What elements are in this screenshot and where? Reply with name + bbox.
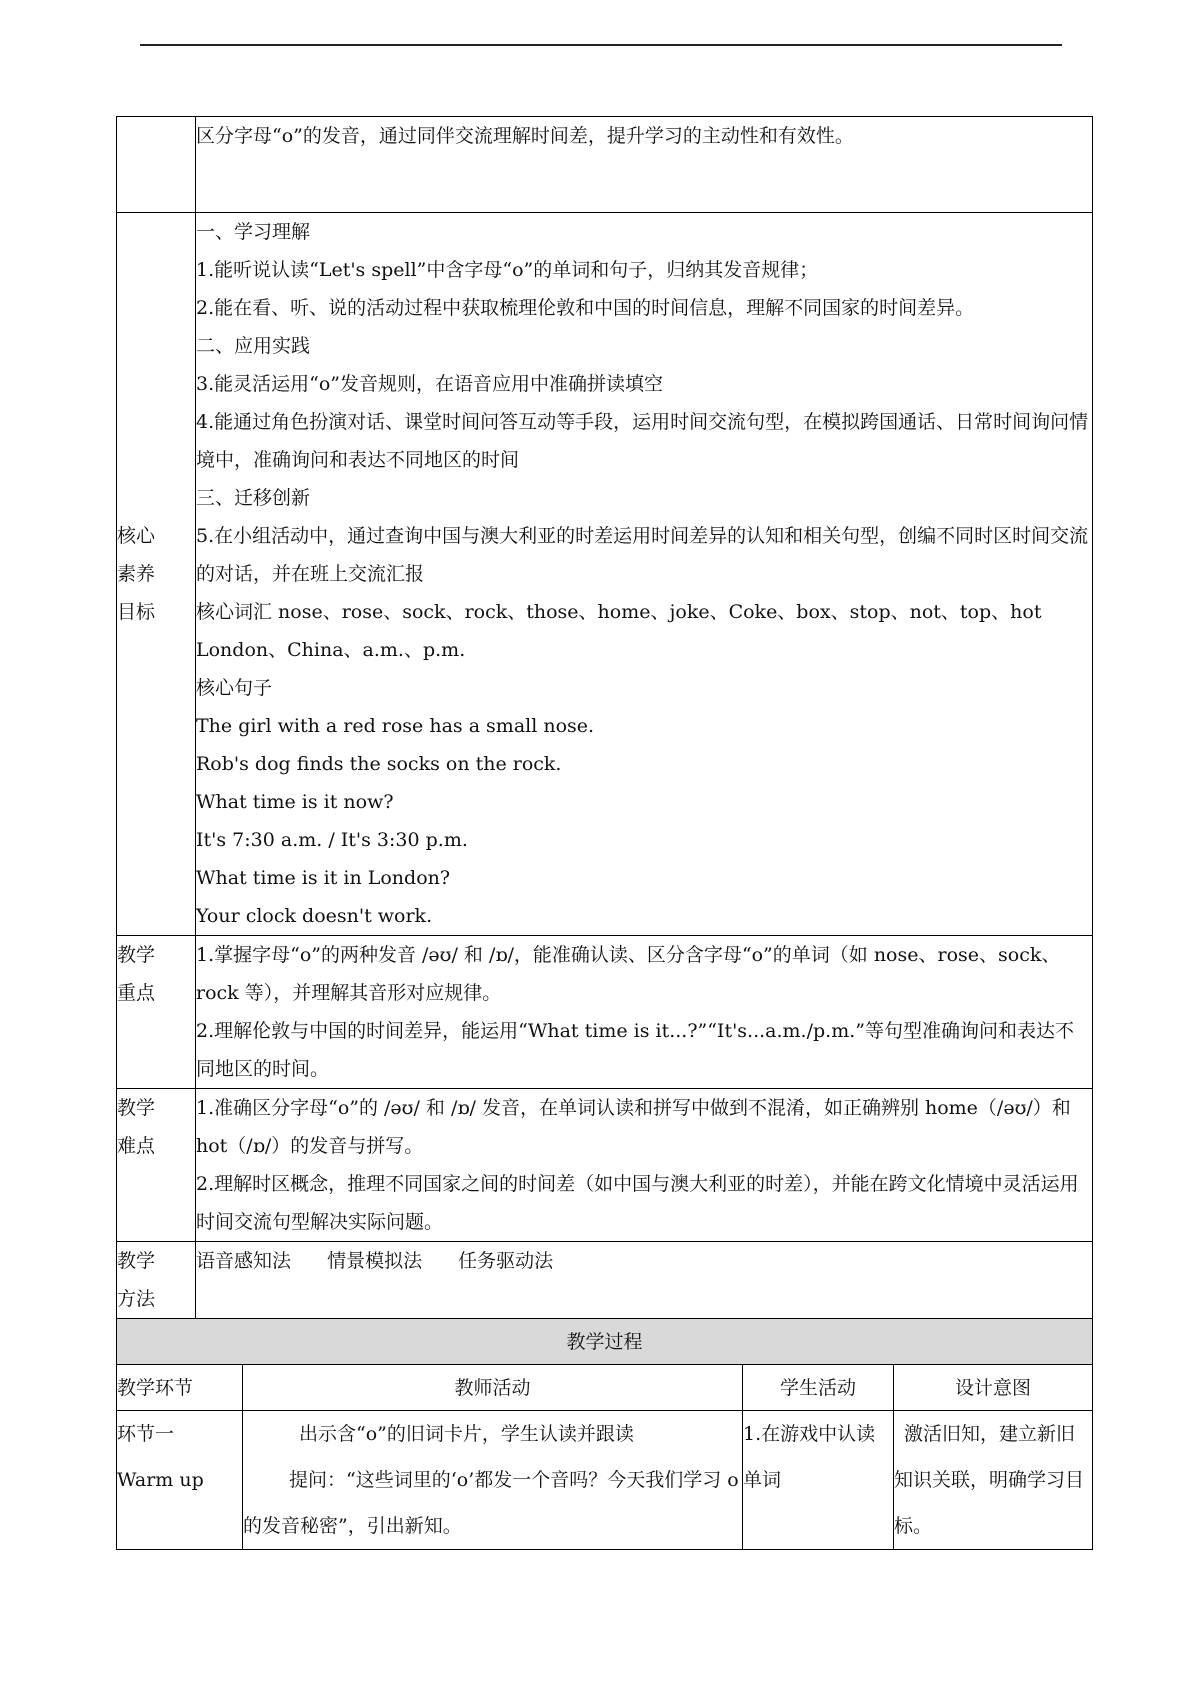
- teacher-activity: 出示含“o”的旧词卡片，学生认读并跟读: [299, 1423, 634, 1445]
- process-row: [117, 1411, 1093, 1550]
- key-points-label: 教学 重点: [117, 936, 196, 1089]
- process-title-row: [117, 1319, 1093, 1365]
- header-design: 设计意图: [894, 1365, 1093, 1411]
- section-heading: 一、学习理解: [196, 221, 311, 243]
- difficulty-item: 2.理解时区概念，推理不同国家之间的时间差（如中国与澳大利亚的时差），并能在跨文化情境中灵活运用时间交流句型解决实际问题。: [196, 1173, 1079, 1233]
- intro-label-cell: [117, 117, 196, 213]
- student-activity-cell: [743, 1411, 894, 1550]
- core-sentence: It's 7:30 a.m. / It's 3:30 p.m.: [196, 829, 468, 851]
- process-header-row: [117, 1365, 1093, 1411]
- core-sentence: The girl with a red rose has a small nose.: [196, 715, 595, 737]
- header-student: 学生活动: [743, 1365, 894, 1411]
- method-item: 任务驱动法: [458, 1250, 554, 1272]
- method-item: 语音感知法: [196, 1250, 292, 1272]
- difficulty-item: 1.准确区分字母“o”的 /əʊ/ 和 /ɒ/ 发音，在单词认读和拼写中做到不混淆，如正确辨别 home（/əʊ/）和 hot（/ɒ/）的发音与拼写。: [196, 1097, 1071, 1157]
- teacher-activity-cell: [243, 1411, 743, 1550]
- core-sentence: What time is it now?: [196, 791, 394, 813]
- core-goals-row: [117, 213, 1093, 936]
- intro-row: [117, 117, 1093, 213]
- key-point-item: 2.理解伦敦与中国的时间差异，能运用“What time is it...?”“It's...a.m./p.m.”等句型准确询问和表达不同地区的时间。: [196, 1020, 1074, 1080]
- header-rule: [140, 44, 1062, 46]
- intro-cell: [196, 117, 1093, 213]
- core-sentence: Rob's dog finds the socks on the rock.: [196, 753, 562, 775]
- methods-label: 教学 方法: [117, 1242, 196, 1319]
- header-teacher: 教师活动: [243, 1365, 743, 1411]
- core-sentences-heading: 核心句子: [196, 677, 273, 699]
- difficulties-row: [117, 1089, 1093, 1242]
- core-sentence: What time is it in London?: [196, 867, 451, 889]
- section-heading: 三、迁移创新: [196, 487, 311, 509]
- goal-item: 1.能听说认读“Let's spell”中含字母“o”的单词和句子，归纳其发音规律；: [196, 259, 819, 281]
- goal-item: 3.能灵活运用“o”发音规则，在语音应用中准确拼读填空: [196, 373, 663, 395]
- difficulties-content: [196, 1089, 1093, 1242]
- difficulties-label: 教学 难点: [117, 1089, 196, 1242]
- goal-item: 5.在小组活动中，通过查询中国与澳大利亚的时差运用时间差异的认知和相关句型，创编不同时区时间交流的对话，并在班上交流汇报: [196, 525, 1089, 585]
- core-vocabulary: 核心词汇 nose、rose、sock、rock、those、home、joke、Coke、box、stop、not、top、hot London、China、a.m.、p.m.: [196, 601, 1042, 661]
- section-heading: 二、应用实践: [196, 335, 311, 357]
- core-goals-label: 核心 素养 目标: [117, 213, 196, 936]
- teacher-activity: 提问：“这些词里的‘o’都发一个音吗？今天我们学习 o 的发音秘密”，引出新知。: [243, 1469, 739, 1537]
- stage-name: 环节一: [117, 1423, 175, 1445]
- stage-cell: [117, 1411, 243, 1550]
- methods-content: [196, 1242, 1093, 1319]
- student-activity: 1.在游戏中认读单词: [743, 1423, 876, 1491]
- header-stage: 教学环节: [117, 1365, 243, 1411]
- intro-text: 区分字母“o”的发音，通过同伴交流理解时间差，提升学习的主动性和有效性。: [196, 125, 854, 147]
- stage-subtitle: Warm up: [117, 1469, 204, 1491]
- key-points-row: [117, 936, 1093, 1089]
- core-sentence: Your clock doesn't work.: [196, 905, 433, 927]
- core-goals-content: [196, 213, 1093, 936]
- design-intent: 激活旧知，建立新旧知识关联，明确学习目标。: [894, 1423, 1085, 1537]
- goal-item: 2.能在看、听、说的活动过程中获取梳理伦敦和中国的时间信息，理解不同国家的时间差异。: [196, 297, 975, 319]
- process-title: 教学过程: [117, 1319, 1093, 1365]
- goal-item: 4.能通过角色扮演对话、课堂时间问答互动等手段，运用时间交流句型，在模拟跨国通话、日常时间询问情境中，准确询问和表达不同地区的时间: [196, 411, 1089, 471]
- key-point-item: 1.掌握字母“o”的两种发音 /əʊ/ 和 /ɒ/，能准确认读、区分含字母“o”的单词（如 nose、rose、sock、rock 等），并理解其音形对应规律。: [196, 944, 1061, 1004]
- methods-row: [117, 1242, 1093, 1319]
- key-points-content: [196, 936, 1093, 1089]
- lesson-plan-table: [116, 116, 1093, 1550]
- method-item: 情景模拟法: [327, 1250, 423, 1272]
- design-intent-cell: [894, 1411, 1093, 1550]
